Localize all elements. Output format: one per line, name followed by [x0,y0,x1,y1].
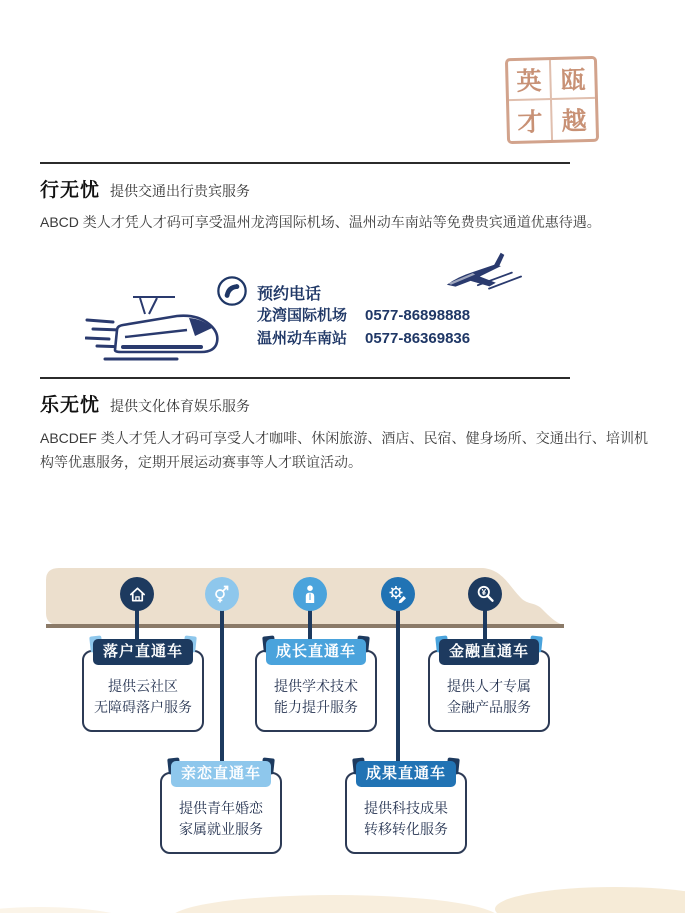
section-heading [40,175,250,202]
card-line: 提供学术技术 [274,678,358,694]
finance-search-icon [468,577,502,611]
section-subtitle: 提供文化体育娱乐服务 [110,398,251,414]
talent-seal [505,56,599,144]
card-line: 提供人才专属 [447,678,531,694]
service-diagram [0,560,685,870]
gender-icon [205,577,239,611]
card-body [257,676,375,718]
seal-char: 瓯 [551,59,595,100]
card-body [430,676,548,718]
card-settlement [82,643,204,732]
card-title: 成长直通车 [266,639,366,665]
card-line: 转移转化服务 [364,821,448,837]
booking-number: 0577-86369836 [365,330,471,347]
gear-pencil-icon [381,577,415,611]
connector-line [396,608,400,778]
divider [40,377,570,379]
phone-icon [216,275,248,307]
airplane-icon [440,248,540,304]
svg-text:¥: ¥ [481,587,487,597]
connector-line [220,608,224,778]
section-body: ABCDEF 类人才凭人才码可享受人才咖啡、休闲旅游、酒店、民宿、健身场所、交通出行、培训机构等优惠服务，定期开展运动赛事等人才联谊活动。 [40,430,648,470]
card-title: 金融直通车 [439,639,539,665]
footer-wave [0,907,140,913]
booking-row [257,306,470,325]
booking-row [257,329,470,348]
section-title: 行无忧 [40,180,101,201]
booking-label: 温州动车南站 [257,330,348,347]
card-body [84,676,202,718]
seal-char: 英 [508,60,552,101]
card-line: 提供云社区 [108,678,178,694]
home-icon [120,577,154,611]
seal-char: 越 [561,108,587,136]
card-title: 亲恋直通车 [171,761,271,787]
card-line: 家属就业服务 [179,821,263,837]
train-icon [85,290,225,365]
card-line: 提供科技成果 [364,800,448,816]
card-body [347,798,465,840]
card-title: 落户直通车 [93,639,193,665]
seal-char: 才 [509,100,553,141]
section-heading [40,390,250,417]
card-line: 能力提升服务 [274,699,358,715]
card-romance [160,765,282,854]
footer-wave [170,895,500,913]
card-finance [428,643,550,732]
card-line: 金融产品服务 [447,699,531,715]
card-line: 无障碍落户服务 [94,699,192,715]
section-body: ABCD 类人才凭人才码可享受温州龙湾国际机场、温州动车南站等免费贵宾通道优惠待遇。 [40,214,601,230]
card-line: 提供青年婚恋 [179,800,263,816]
divider [40,162,570,164]
person-icon [293,577,327,611]
footer-wave [495,887,685,913]
section-subtitle: 提供交通出行贵宾服务 [110,183,251,199]
card-body [162,798,280,840]
booking-label: 龙湾国际机场 [257,307,348,324]
booking-title: 预约电话 [257,286,322,303]
card-achievement [345,765,467,854]
booking-list [257,306,470,348]
card-title: 成果直通车 [356,761,456,787]
card-growth [255,643,377,732]
section-title: 乐无忧 [40,395,101,416]
booking-number: 0577-86898888 [365,307,471,324]
